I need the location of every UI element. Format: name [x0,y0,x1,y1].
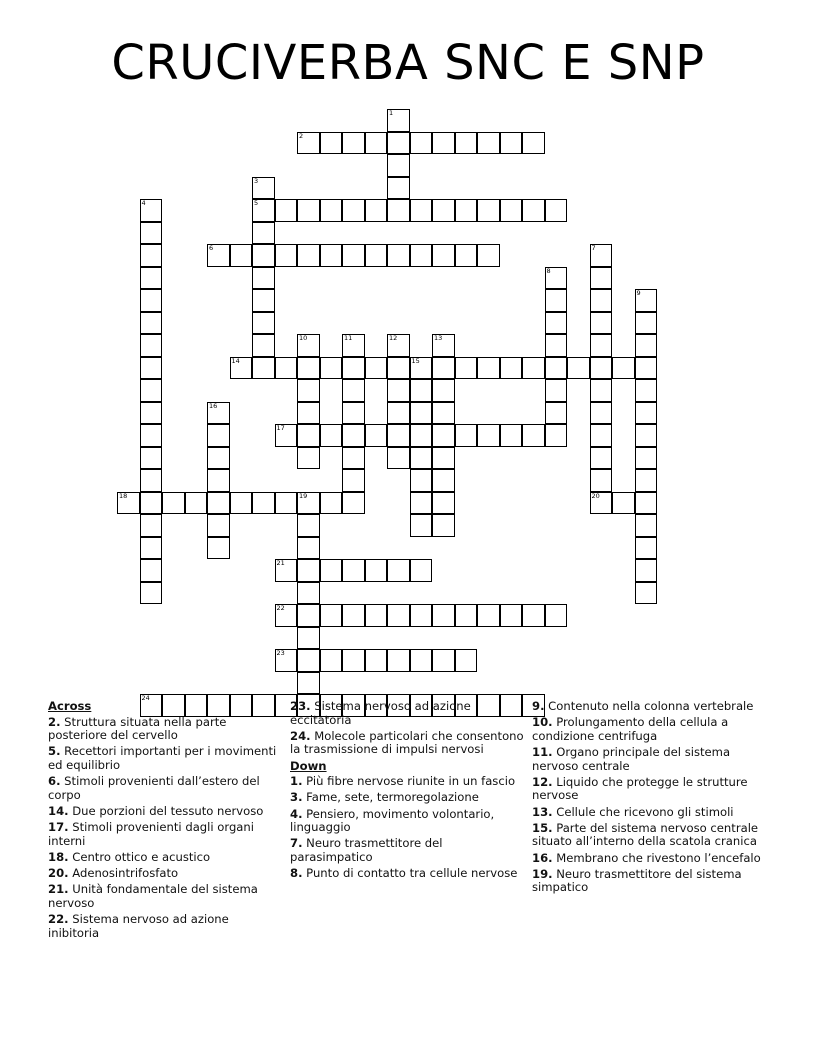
grid-cell[interactable] [522,604,545,627]
grid-cell[interactable] [140,334,163,357]
grid-cell[interactable] [275,244,298,267]
grid-cell[interactable] [140,582,163,605]
grid-cell[interactable] [635,514,658,537]
grid-cell[interactable] [387,244,410,267]
grid-cell[interactable] [455,424,478,447]
grid-cell[interactable] [297,402,320,425]
grid-cell[interactable] [432,132,455,155]
grid-cell[interactable] [275,357,298,380]
grid-cell[interactable] [297,132,320,155]
grid-cell[interactable] [590,492,613,515]
grid-cell[interactable] [140,447,163,470]
grid-cell[interactable] [207,244,230,267]
grid-cell[interactable] [545,424,568,447]
grid-cell[interactable] [207,447,230,470]
grid-cell[interactable] [455,244,478,267]
grid-cell[interactable] [297,559,320,582]
grid-cell[interactable] [545,334,568,357]
page-title: CRUCIVERBA SNC E SNP [111,35,705,91]
grid-cell[interactable] [252,199,275,222]
grid-cell[interactable] [635,402,658,425]
grid-cell[interactable] [320,244,343,267]
clue-down-8: 8. Punto di contatto tra cellule nervose [290,866,518,881]
grid-cell[interactable] [320,604,343,627]
grid-cell[interactable] [140,469,163,492]
clue-number: 11 [344,334,353,342]
clues-column-2 [290,700,526,883]
grid-cell[interactable] [275,604,298,627]
clue-number: 22 [276,604,285,612]
clue-number: 14 [231,356,240,365]
grid-cell[interactable] [387,334,410,357]
grid-cell[interactable] [545,357,568,380]
grid-cell[interactable] [635,379,658,402]
clue-down-15: 15. Parte del sistema nervoso centrale situato all’interno della scatola cranica [532,820,759,849]
grid-cell[interactable] [455,132,478,155]
grid-cell[interactable] [635,424,658,447]
grid-cell[interactable] [387,109,410,132]
clue-down-1: 1. Più fibre nervose riunite in un fascio [290,774,516,789]
grid-cell[interactable] [500,357,523,380]
grid-cell[interactable] [320,649,343,672]
clue-across-23: 23. Sistema nervoso ad azione eccitatoria [290,699,471,727]
grid-cell[interactable] [140,424,163,447]
grid-cell[interactable] [635,537,658,560]
grid-cell[interactable] [320,559,343,582]
grid-cell[interactable] [140,357,163,380]
grid-cell[interactable] [342,334,365,357]
grid-cell[interactable] [455,357,478,380]
clue-number: 5 [254,199,259,207]
clue-number: 13 [434,334,443,342]
down-heading: Down [290,758,327,773]
clue-number: 18 [119,491,128,500]
grid-cell[interactable] [252,289,275,312]
grid-cell[interactable] [590,379,613,402]
grid-cell[interactable] [252,492,275,515]
grid-cell[interactable] [590,267,613,290]
clue-across-21: 21. Unità fondamentale del sistema nervoso [48,882,258,910]
grid-cell[interactable] [365,559,388,582]
grid-cell[interactable] [635,289,658,312]
grid-cell[interactable] [477,199,500,222]
grid-cell[interactable] [590,312,613,335]
grid-cell[interactable] [387,649,410,672]
clues-column-1 [48,700,280,943]
clue-number: 1 [389,109,394,117]
grid-cell[interactable] [635,559,658,582]
grid-cell[interactable] [342,492,365,515]
grid-cell[interactable] [252,312,275,335]
grid-cell[interactable] [207,492,230,515]
grid-cell[interactable] [545,604,568,627]
grid-cell[interactable] [410,604,433,627]
grid-cell[interactable] [410,379,433,402]
clue-down-3: 3. Fame, sete, termoregolazione [290,790,479,805]
grid-cell[interactable] [140,514,163,537]
clue-number: 7 [591,244,596,252]
grid-cell[interactable] [635,312,658,335]
grid-cell[interactable] [522,132,545,155]
grid-cell[interactable] [342,379,365,402]
grid-cell[interactable] [117,492,140,515]
clue-down-10: 10. Prolungamento della cellula a condizione centrifuga [532,715,729,743]
grid-cell[interactable] [500,132,523,155]
clue-number: 4 [141,199,146,207]
clue-number: 20 [591,491,600,500]
grid-cell[interactable] [477,132,500,155]
grid-cell[interactable] [545,379,568,402]
clue-number: 3 [254,176,259,185]
grid-cell[interactable] [432,469,455,492]
clue-number: 2 [299,131,304,140]
grid-cell[interactable] [140,222,163,245]
grid-cell[interactable] [297,492,320,515]
grid-cell[interactable] [545,289,568,312]
clue-number: 12 [389,334,398,342]
grid-cell[interactable] [320,357,343,380]
grid-cell[interactable] [387,199,410,222]
grid-cell[interactable] [185,492,208,515]
clue-number: 15 [411,356,420,365]
grid-cell[interactable] [455,199,478,222]
grid-cell[interactable] [432,334,455,357]
grid-cell[interactable] [297,424,320,447]
grid-cell[interactable] [590,244,613,267]
grid-cell[interactable] [140,402,163,425]
grid-cell[interactable] [387,447,410,470]
grid-cell[interactable] [612,492,635,515]
grid-cell[interactable] [387,604,410,627]
grid-cell[interactable] [207,537,230,560]
grid-cell[interactable] [252,222,275,245]
grid-cell[interactable] [477,604,500,627]
grid-cell[interactable] [162,492,185,515]
grid-cell[interactable] [590,469,613,492]
grid-cell[interactable] [387,402,410,425]
clue-across-24: 24. Molecole particolari che consentono la trasmissione di impulsi nervosi [290,728,524,757]
clue-number: 23 [276,649,285,657]
grid-cell[interactable] [500,424,523,447]
grid-cell[interactable] [635,582,658,605]
grid-cell[interactable] [207,514,230,537]
grid-cell[interactable] [140,492,163,515]
grid-cell[interactable] [590,334,613,357]
grid-cell[interactable] [432,402,455,425]
grid-cell[interactable] [432,514,455,537]
grid-cell[interactable] [590,402,613,425]
clue-number: 17 [276,424,285,432]
grid-cell[interactable] [275,649,298,672]
grid-cell[interactable] [207,402,230,425]
grid-cell[interactable] [387,357,410,380]
grid-cell[interactable] [522,424,545,447]
grid-cell[interactable] [410,424,433,447]
grid-cell[interactable] [432,379,455,402]
grid-cell[interactable] [342,402,365,425]
grid-cell[interactable] [590,357,613,380]
grid-cell[interactable] [477,357,500,380]
clue-across-14: 14. Due porzioni del tessuto nervoso [48,803,264,818]
grid-cell[interactable] [297,334,320,357]
grid-cell[interactable] [635,447,658,470]
grid-cell[interactable] [207,469,230,492]
clue-down-19: 19. Neuro trasmettitore del sistema simpatico [532,866,742,895]
clue-number: 6 [209,244,214,252]
grid-cell[interactable] [545,312,568,335]
grid-cell[interactable] [410,402,433,425]
grid-cell[interactable] [342,132,365,155]
grid-cell[interactable] [432,447,455,470]
grid-cell[interactable] [477,244,500,267]
grid-cell[interactable] [365,424,388,447]
grid-cell[interactable] [297,379,320,402]
grid-cell[interactable] [140,312,163,335]
clue-number: 19 [299,491,308,500]
grid-cell[interactable] [230,357,253,380]
grid-cell[interactable] [612,357,635,380]
grid-cell[interactable] [365,199,388,222]
grid-cell[interactable] [297,582,320,605]
grid-cell[interactable] [140,537,163,560]
grid-cell[interactable] [432,649,455,672]
clue-across-18: 18. Centro ottico e acustico [48,849,211,864]
grid-cell[interactable] [252,244,275,267]
grid-cell[interactable] [207,424,230,447]
grid-cell[interactable] [365,604,388,627]
clue-down-12: 12. Liquido che protegge le strutture nervose [532,774,748,803]
grid-cell[interactable] [545,199,568,222]
grid-cell[interactable] [275,424,298,447]
grid-cell[interactable] [275,559,298,582]
clue-down-11: 11. Organo principale del sistema nervoso centrale [532,744,731,773]
clue-across-6: 6. Stimoli provenienti dall’estero del corpo [48,774,260,802]
grid-cell[interactable] [387,424,410,447]
grid-cell[interactable] [230,492,253,515]
grid-cell[interactable] [342,469,365,492]
grid-cell[interactable] [432,199,455,222]
grid-cell[interactable] [387,132,410,155]
grid-cell[interactable] [635,469,658,492]
grid-cell[interactable] [545,402,568,425]
grid-cell[interactable] [477,424,500,447]
grid-cell[interactable] [297,537,320,560]
grid-cell[interactable] [342,559,365,582]
grid-cell[interactable] [387,177,410,200]
grid-cell[interactable] [342,199,365,222]
grid-cell[interactable] [500,604,523,627]
grid-cell[interactable] [297,649,320,672]
grid-cell[interactable] [635,492,658,515]
grid-cell[interactable] [455,649,478,672]
grid-cell[interactable] [432,604,455,627]
grid-cell[interactable] [140,289,163,312]
grid-cell[interactable] [522,199,545,222]
grid-cell[interactable] [297,627,320,650]
grid-cell[interactable] [387,559,410,582]
grid-cell[interactable] [320,492,343,515]
grid-cell[interactable] [432,492,455,515]
grid-cell[interactable] [455,604,478,627]
grid-cell[interactable] [432,357,455,380]
grid-cell[interactable] [140,244,163,267]
grid-cell[interactable] [410,244,433,267]
clue-across-17: 17. Stimoli provenienti dagli organi interni [48,820,254,848]
clue-across-2: 2. Struttura situata nella parte posteriore del cervello [48,714,227,743]
grid-cell[interactable] [140,199,163,222]
grid-cell[interactable] [342,244,365,267]
clue-number: 24 [141,694,150,702]
clue-number: 16 [209,401,218,410]
grid-cell[interactable] [410,469,433,492]
grid-cell[interactable] [410,447,433,470]
grid-cell[interactable] [140,267,163,290]
grid-cell[interactable] [365,649,388,672]
grid-cell[interactable] [342,447,365,470]
grid-cell[interactable] [320,424,343,447]
grid-cell[interactable] [275,492,298,515]
grid-cell[interactable] [590,447,613,470]
clue-across-22: 22. Sistema nervoso ad azione inibitoria [48,912,229,940]
grid-cell[interactable] [410,514,433,537]
grid-cell[interactable] [410,559,433,582]
grid-cell[interactable] [230,244,253,267]
grid-cell[interactable] [545,267,568,290]
grid-cell[interactable] [365,132,388,155]
grid-cell[interactable] [140,379,163,402]
grid-cell[interactable] [297,244,320,267]
clue-across-20: 20. Adenosintrifosfato [48,866,179,881]
grid-cell[interactable] [297,672,320,695]
grid-cell[interactable] [297,447,320,470]
grid-cell[interactable] [297,357,320,380]
grid-cell[interactable] [365,244,388,267]
grid-cell[interactable] [252,177,275,200]
grid-cell[interactable] [410,649,433,672]
grid-cell[interactable] [252,334,275,357]
clue-number: 21 [276,559,285,567]
clue-number: 9 [636,289,641,297]
grid-cell[interactable] [432,244,455,267]
clue-number: 10 [299,334,308,342]
grid-cell[interactable] [342,424,365,447]
across-heading: Across [48,699,92,713]
grid-cell[interactable] [410,132,433,155]
clue-number: 8 [546,266,551,275]
grid-cell[interactable] [342,649,365,672]
grid-cell[interactable] [387,379,410,402]
grid-cell[interactable] [320,199,343,222]
grid-cell[interactable] [140,559,163,582]
grid-cell[interactable] [365,357,388,380]
grid-cell[interactable] [410,357,433,380]
clue-down-9: 9. Contenuto nella colonna vertebrale [532,699,754,713]
grid-cell[interactable] [432,424,455,447]
grid-cell[interactable] [410,492,433,515]
grid-cell[interactable] [522,357,545,380]
clue-down-13: 13. Cellule che ricevono gli stimoli [532,804,734,819]
clue-down-4: 4. Pensiero, movimento volontario, linguaggio [290,806,495,835]
grid-cell[interactable] [297,514,320,537]
grid-cell[interactable] [275,199,298,222]
grid-cell[interactable] [252,357,275,380]
clue-across-5: 5. Recettori importanti per i movimenti ed equilibrio [48,744,277,772]
grid-cell[interactable] [410,199,433,222]
grid-cell[interactable] [252,267,275,290]
grid-cell[interactable] [297,199,320,222]
grid-cell[interactable] [635,334,658,357]
grid-cell[interactable] [342,604,365,627]
grid-cell[interactable] [590,289,613,312]
grid-cell[interactable] [567,357,590,380]
grid-cell[interactable] [297,604,320,627]
grid-cell[interactable] [342,357,365,380]
clues-column-3 [532,700,768,897]
grid-cell[interactable] [590,424,613,447]
clue-down-16: 16. Membrano che rivestono l’encefalo [532,850,761,865]
clue-down-7: 7. Neuro trasmettitore del parasimpatico [290,836,443,864]
grid-cell[interactable] [635,357,658,380]
grid-cell[interactable] [320,132,343,155]
grid-cell[interactable] [387,154,410,177]
grid-cell[interactable] [500,199,523,222]
